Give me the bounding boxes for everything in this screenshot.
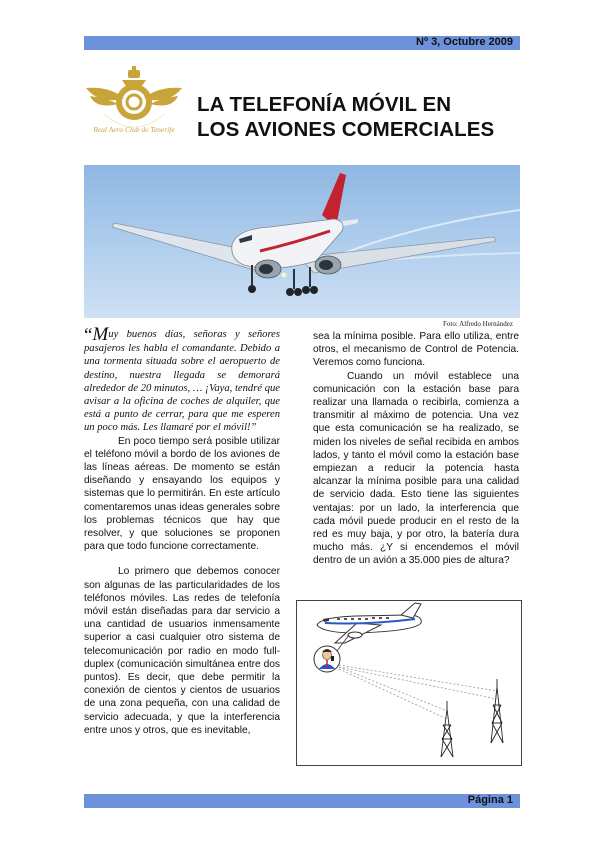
photo-credit: Foto: Alfredo Hernández xyxy=(443,320,513,328)
paragraph-intro: En poco tiempo será posible utilizar el teléfono móvil a bordo de los aviones de las líneas aéreas. De momento se están diseñando y ensayando los equipos y sistemas que lo permitirán. En este artículo comentaremos unas ideas generales sobre los problemas técnicos que hay que resolver, y que soluciones se proponen para que todo funcione correctamente. xyxy=(84,435,280,553)
logo-text: Real Aero Club de Tenerife xyxy=(93,125,175,134)
airplane-photo xyxy=(84,165,520,318)
airplane-tower-diagram xyxy=(297,601,521,765)
paragraph-connection: Cuando un móvil establece una comunicación con la estación base para realizar una llamada o recibirla, comienza a transmitir al máximo de potencia. Una vez que esta comunicación se ha realizado, se miden los niveles de señal recibida en ambos lados, y tanto el móvil como la estación base empiezan a reducir la potencia hasta alcanzar la mínima posible para una calidad de servicio dada. Esto tiene las siguientes ventajas: por un lado, la interferencia que cada móvil puede producir en el resto de la red es muy baja, y por otro, la batería dura mucho más. ¿Y si encendemos el móvil dentro de un avión a 35.000 pies de altura? xyxy=(313,370,519,567)
paragraph-mobile-networks: Lo primero que debemos conocer son algunas de las particularidades de los teléfonos móviles. Las redes de telefonía móvil están diseñadas para dar servicio a una cantidad de usuarios inmensamente superior a casi cualquier otro sistema de telecomunicación por radio en modo full-duplex (comunicación simultánea entre dos puntos). Es decir, que debe permitir la conexión de cientos y cientos de usuarios de una zona pequeña, con una calidad de servicio adecuada, y que la interferencia entre unos y otros, que es inevitable, xyxy=(84,566,280,736)
signal-diagram xyxy=(296,600,522,766)
title-line-2: LOS AVIONES COMERCIALES xyxy=(197,118,495,141)
club-logo xyxy=(84,66,184,136)
left-column xyxy=(84,324,280,737)
paragraph-power-control: sea la mínima posible. Para ello utiliza, entre otros, el mecanismo de Control de Potencia. Veremos como funciona. xyxy=(313,331,519,369)
quote-mark: “ xyxy=(84,325,93,346)
footer-bar xyxy=(84,794,520,808)
page-number: Página 1 xyxy=(467,794,513,806)
right-column xyxy=(313,330,519,568)
title-line-1: LA TELEFONÍA MÓVIL EN xyxy=(197,93,452,116)
article-title xyxy=(197,92,527,142)
quote-text: uy buenos días, señoras y señores pasajeros les habla el comandante. Debido a una tormenta situada sobre el aeropuerto de destino, nuestra llegada se demorará alrededor de 20 minutos, … ¡Vaya, tendré que avisar a la oficina de coches de alquiler, que está a punto de cerrar, para que me esperen un poco más. Les llamaré por el móvil!” xyxy=(84,329,280,434)
opening-quote xyxy=(84,324,280,435)
issue-number: Nº 3, Octubre 2009 xyxy=(416,36,513,48)
airplane-illustration xyxy=(84,165,520,318)
quote-initial: M xyxy=(92,324,109,345)
